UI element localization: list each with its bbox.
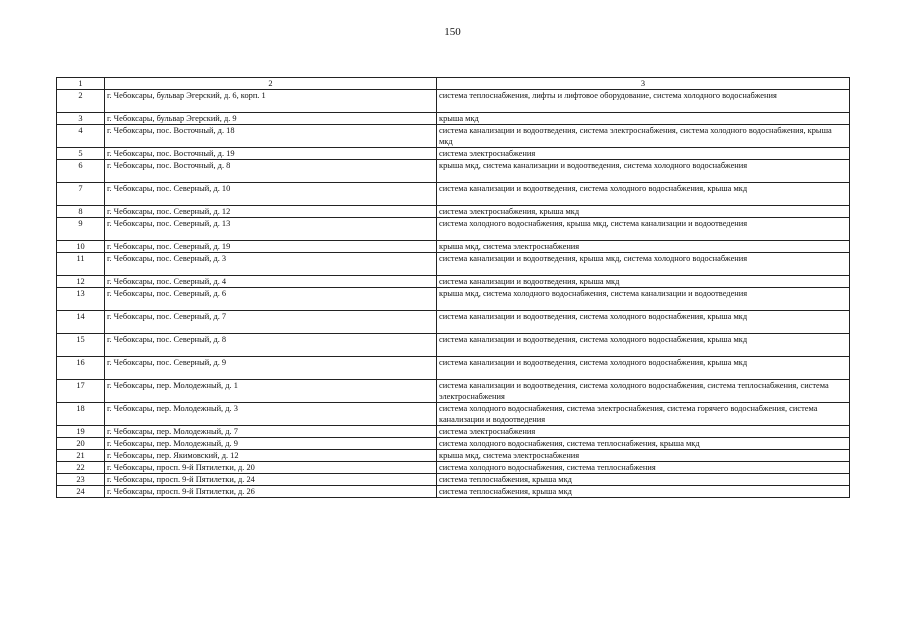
row-systems: система холодного водоснабжения, система электроснабжения, система горячего водоснабжения, система канализации и водоотведения xyxy=(437,403,850,426)
table-header-row xyxy=(57,78,850,90)
housing-register-table xyxy=(56,77,850,498)
table-row xyxy=(57,357,850,380)
table-body xyxy=(57,78,850,498)
row-systems: система электроснабжения xyxy=(437,148,850,160)
table-row xyxy=(57,486,850,498)
row-address: г. Чебоксары, пос. Северный, д. 12 xyxy=(105,206,437,218)
row-systems: система канализации и водоотведения, крыша мкд, система холодного водоснабжения xyxy=(437,253,850,276)
row-number: 21 xyxy=(57,450,105,462)
table-row xyxy=(57,438,850,450)
row-address: г. Чебоксары, пос. Северный, д. 8 xyxy=(105,334,437,357)
row-address: г. Чебоксары, пос. Северный, д. 19 xyxy=(105,241,437,253)
table-row xyxy=(57,462,850,474)
row-number: 24 xyxy=(57,486,105,498)
row-systems: система электроснабжения xyxy=(437,426,850,438)
row-address: г. Чебоксары, пер. Молодежный, д. 1 xyxy=(105,380,437,403)
row-address: г. Чебоксары, просп. 9-й Пятилетки, д. 24 xyxy=(105,474,437,486)
row-number: 19 xyxy=(57,426,105,438)
row-address: г. Чебоксары, пос. Восточный, д. 18 xyxy=(105,125,437,148)
row-number: 5 xyxy=(57,148,105,160)
row-systems: система канализации и водоотведения, система холодного водоснабжения, крыша мкд xyxy=(437,357,850,380)
row-address: г. Чебоксары, пос. Северный, д. 7 xyxy=(105,311,437,334)
row-number: 15 xyxy=(57,334,105,357)
header-col-1: 1 xyxy=(57,78,105,90)
row-number: 10 xyxy=(57,241,105,253)
row-number: 17 xyxy=(57,380,105,403)
table-row xyxy=(57,113,850,125)
row-systems: система канализации и водоотведения, система холодного водоснабжения, крыша мкд xyxy=(437,311,850,334)
table-row xyxy=(57,311,850,334)
row-systems: система электроснабжения, крыша мкд xyxy=(437,206,850,218)
row-number: 18 xyxy=(57,403,105,426)
row-systems: крыша мкд, система электроснабжения xyxy=(437,450,850,462)
table-row xyxy=(57,148,850,160)
table-row xyxy=(57,380,850,403)
row-number: 11 xyxy=(57,253,105,276)
row-systems: крыша мкд, система канализации и водоотведения, система холодного водоснабжения xyxy=(437,160,850,183)
header-col-3: 3 xyxy=(437,78,850,90)
row-address: г. Чебоксары, пос. Северный, д. 6 xyxy=(105,288,437,311)
row-address: г. Чебоксары, пер. Молодежный, д. 3 xyxy=(105,403,437,426)
page-number: 150 xyxy=(444,26,461,38)
row-number: 12 xyxy=(57,276,105,288)
table-row xyxy=(57,450,850,462)
table-row xyxy=(57,206,850,218)
row-address: г. Чебоксары, пер. Якимовский, д. 12 xyxy=(105,450,437,462)
row-address: г. Чебоксары, пер. Молодежный, д. 9 xyxy=(105,438,437,450)
table-row xyxy=(57,474,850,486)
row-number: 4 xyxy=(57,125,105,148)
row-number: 14 xyxy=(57,311,105,334)
row-address: г. Чебоксары, пер. Молодежный, д. 7 xyxy=(105,426,437,438)
table-row xyxy=(57,160,850,183)
table-row xyxy=(57,90,850,113)
row-systems: система теплоснабжения, лифты и лифтовое оборудование, система холодного водоснабжения xyxy=(437,90,850,113)
row-address: г. Чебоксары, пос. Северный, д. 13 xyxy=(105,218,437,241)
row-systems: система канализации и водоотведения, система электроснабжения, система холодного водоснабжения, крыша мкд xyxy=(437,125,850,148)
row-address: г. Чебоксары, пос. Северный, д. 3 xyxy=(105,253,437,276)
row-number: 6 xyxy=(57,160,105,183)
row-systems: система теплоснабжения, крыша мкд xyxy=(437,474,850,486)
row-systems: система теплоснабжения, крыша мкд xyxy=(437,486,850,498)
row-address: г. Чебоксары, бульвар Эгерский, д. 9 xyxy=(105,113,437,125)
row-systems: система канализации и водоотведения, система холодного водоснабжения, система теплоснабжения, система электроснабжения xyxy=(437,380,850,403)
header-col-2: 2 xyxy=(105,78,437,90)
row-number: 13 xyxy=(57,288,105,311)
row-address: г. Чебоксары, бульвар Эгерский, д. 6, корп. 1 xyxy=(105,90,437,113)
row-systems: система холодного водоснабжения, система теплоснабжения xyxy=(437,462,850,474)
row-address: г. Чебоксары, просп. 9-й Пятилетки, д. 26 xyxy=(105,486,437,498)
row-number: 16 xyxy=(57,357,105,380)
row-address: г. Чебоксары, пос. Северный, д. 9 xyxy=(105,357,437,380)
row-address: г. Чебоксары, пос. Северный, д. 4 xyxy=(105,276,437,288)
table-row xyxy=(57,253,850,276)
row-systems: крыша мкд, система электроснабжения xyxy=(437,241,850,253)
row-number: 8 xyxy=(57,206,105,218)
row-number: 2 xyxy=(57,90,105,113)
table-row xyxy=(57,218,850,241)
row-systems: система холодного водоснабжения, крыша мкд, система канализации и водоотведения xyxy=(437,218,850,241)
row-number: 3 xyxy=(57,113,105,125)
row-address: г. Чебоксары, пос. Восточный, д. 8 xyxy=(105,160,437,183)
row-address: г. Чебоксары, пос. Северный, д. 10 xyxy=(105,183,437,206)
row-systems: система холодного водоснабжения, система теплоснабжения, крыша мкд xyxy=(437,438,850,450)
table-row xyxy=(57,288,850,311)
table-row xyxy=(57,125,850,148)
row-number: 9 xyxy=(57,218,105,241)
row-systems: система канализации и водоотведения, крыша мкд xyxy=(437,276,850,288)
row-systems: крыша мкд xyxy=(437,113,850,125)
row-systems: система канализации и водоотведения, система холодного водоснабжения, крыша мкд xyxy=(437,334,850,357)
table-row xyxy=(57,241,850,253)
table-row xyxy=(57,426,850,438)
row-address: г. Чебоксары, пос. Восточный, д. 19 xyxy=(105,148,437,160)
table-row xyxy=(57,276,850,288)
table-row xyxy=(57,403,850,426)
row-systems: крыша мкд, система холодного водоснабжения, система канализации и водоотведения xyxy=(437,288,850,311)
table-row xyxy=(57,183,850,206)
row-number: 20 xyxy=(57,438,105,450)
row-number: 23 xyxy=(57,474,105,486)
row-number: 7 xyxy=(57,183,105,206)
row-address: г. Чебоксары, просп. 9-й Пятилетки, д. 20 xyxy=(105,462,437,474)
row-number: 22 xyxy=(57,462,105,474)
row-systems: система канализации и водоотведения, система холодного водоснабжения, крыша мкд xyxy=(437,183,850,206)
table-row xyxy=(57,334,850,357)
